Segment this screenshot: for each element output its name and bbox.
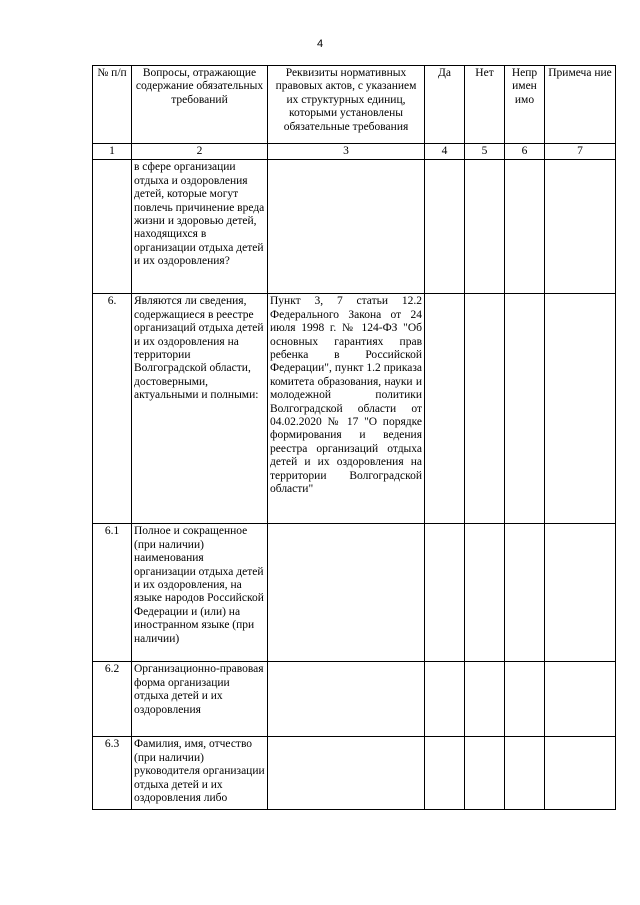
table-row [93, 160, 616, 294]
column-index: 1 [93, 144, 132, 160]
header-not-applicable: Непр имен имо [505, 66, 545, 144]
header-yes: Да [425, 66, 465, 144]
column-index: 7 [545, 144, 616, 160]
row-requisite [268, 160, 425, 294]
table-row [93, 737, 616, 810]
column-index: 2 [132, 144, 268, 160]
header-row [93, 66, 616, 144]
header-questions: Вопросы, отражающие содержание обязательных требований [132, 66, 268, 144]
row-note-cell [545, 737, 616, 810]
row-requisite [268, 737, 425, 810]
header-num: № п/п [93, 66, 132, 144]
row-note-cell [545, 662, 616, 737]
row-requisite: Пункт 3, 7 статьи 12.2 Федерального Закона от 24 июля 1998 г. № 124-ФЗ "Об основных гарантиях прав ребенка в Российской Федерации", пункт 1.2 приказа комитета образования, науки и молодежной политики Волгоградской области от 04.02.2020 № 17 "О порядке формирования и ведения реестра организаций отдыха детей и их оздоровления на территории Волгоградской области" [268, 294, 425, 524]
header-requisites: Реквизиты нормативных правовых актов, с указанием их структурных единиц, которыми установлены обязательные требования [268, 66, 425, 144]
row-requisite [268, 662, 425, 737]
table-row [93, 662, 616, 737]
row-question: Организационно-правовая форма организации отдыха детей и их оздоровления [132, 662, 268, 737]
row-question: в сфере организации отдыха и оздоровления детей, которые могут повлечь причинение вреда жизни и здоровью детей, находящихся в организации отдыха детей и их оздоровления? [132, 160, 268, 294]
header-no: Нет [465, 66, 505, 144]
row-question: Фамилия, имя, отчество (при наличии) руководителя организации отдыха детей и их оздоровления либо [132, 737, 268, 810]
column-index: 4 [425, 144, 465, 160]
row-number: 6.2 [93, 662, 132, 737]
column-index: 3 [268, 144, 425, 160]
row-na-cell [505, 294, 545, 524]
header-note: Примеча ние [545, 66, 616, 144]
row-yes-cell [425, 737, 465, 810]
row-number: 6.1 [93, 524, 132, 662]
row-requisite [268, 524, 425, 662]
row-yes-cell [425, 524, 465, 662]
column-index: 5 [465, 144, 505, 160]
row-yes-cell [425, 662, 465, 737]
row-note-cell [545, 524, 616, 662]
row-na-cell [505, 160, 545, 294]
column-index: 6 [505, 144, 545, 160]
row-yes-cell [425, 160, 465, 294]
row-number: 6.3 [93, 737, 132, 810]
row-no-cell [465, 160, 505, 294]
column-index-row [93, 144, 616, 160]
checklist-table [92, 65, 616, 810]
row-question: Являются ли сведения, содержащиеся в реестре организаций отдыха детей и их оздоровления на территории Волгоградской области, достоверными, актуальными и полными: [132, 294, 268, 524]
table-row [93, 294, 616, 524]
row-no-cell [465, 294, 505, 524]
row-note-cell [545, 294, 616, 524]
row-no-cell [465, 737, 505, 810]
row-na-cell [505, 662, 545, 737]
row-no-cell [465, 524, 505, 662]
row-na-cell [505, 524, 545, 662]
row-no-cell [465, 662, 505, 737]
row-number [93, 160, 132, 294]
table-row [93, 524, 616, 662]
page-number: 4 [316, 38, 324, 50]
row-note-cell [545, 160, 616, 294]
row-number: 6. [93, 294, 132, 524]
row-na-cell [505, 737, 545, 810]
row-question: Полное и сокращенное (при наличии) наименования организации отдыха детей и их оздоровления, на языке народов Российской Федерации и (или) на иностранном языке (при наличии) [132, 524, 268, 662]
row-yes-cell [425, 294, 465, 524]
